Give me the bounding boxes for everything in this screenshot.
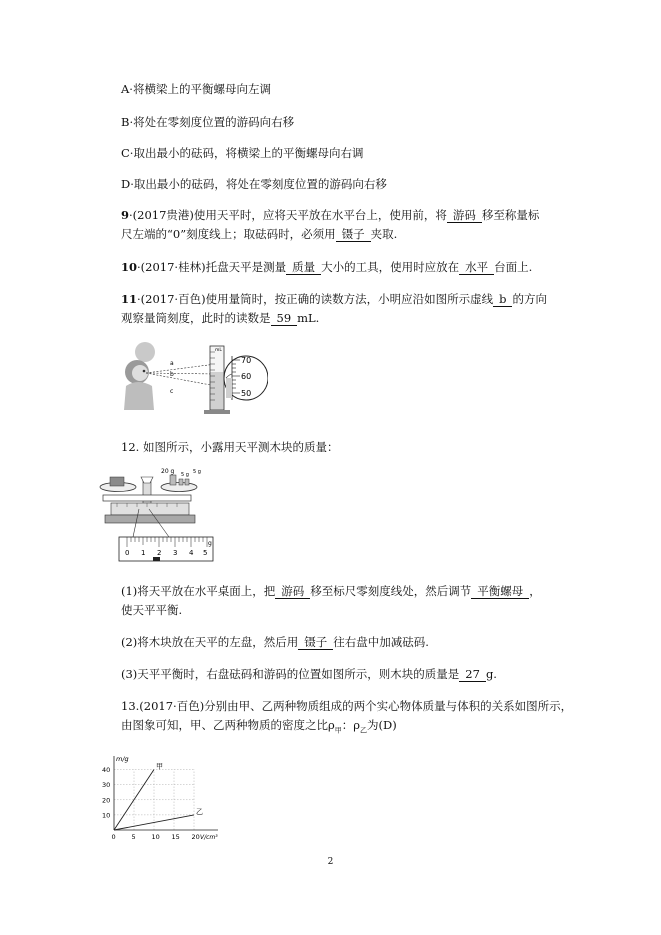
q12-part2-text-2: 往右盘中加减砝码. — [333, 635, 429, 649]
scale-tick-50: 50 — [241, 389, 252, 398]
q11-answer-2: 59 — [271, 312, 298, 326]
balance-figure — [97, 465, 222, 571]
scale-tick-2: 2 — [157, 549, 162, 557]
q12-part1-line1 — [121, 584, 541, 599]
y-tick-label: 30 — [102, 781, 111, 790]
q9-text-1: ·(2017贵港)使用天平时，应将天平放在水平台上，使用前，将 — [129, 208, 447, 222]
weight-label-20g: 20 g — [161, 468, 175, 475]
y-tick-label: 20 — [102, 796, 111, 805]
q13-text-3: 为(D) — [367, 718, 397, 732]
q12-part1-line2: 使天平平衡. — [121, 603, 183, 617]
q13-sub-jia: 甲 — [334, 726, 342, 735]
option-d: D·取出最小的砝码，将处在零刻度位置的游码向右移 — [121, 177, 387, 191]
option-a: A·将横梁上的平衡螺母向左调 — [121, 82, 271, 96]
q11-line1 — [121, 292, 547, 307]
student-figure — [124, 342, 155, 410]
q9-answer-2: 镊子 — [336, 228, 371, 242]
q13-line1: 13.(2017·百色)分别由甲、乙两种物质组成的两个实心物体质量与体积的关系如图所示， — [121, 699, 573, 713]
q12-part1-text-3: ， — [529, 584, 541, 598]
q12-part2 — [121, 635, 429, 650]
line-label-a: a — [170, 360, 174, 367]
scale-tick-4: 4 — [189, 549, 194, 557]
weight-label-5g-a: 5 g — [181, 472, 189, 478]
graduated-cylinder-figure — [120, 338, 268, 418]
scale-tick-70: 70 — [241, 356, 252, 365]
q11-text-3: 观察量筒刻度，此时的读数是 — [121, 311, 271, 325]
q12-part2-text-1: (2)将木块放在天平的左盘，然后用 — [121, 635, 299, 649]
scale-unit: g — [208, 540, 212, 547]
wood-block — [110, 477, 124, 486]
q10-answer-1: 质量 — [286, 261, 321, 275]
balance-icon — [100, 475, 197, 537]
q9-line2 — [121, 227, 397, 242]
x-tick-label: 15 — [171, 833, 180, 841]
page-number: 2 — [327, 857, 334, 867]
q12-part3-answer-1: 27 — [459, 668, 486, 682]
q10-answer-2: 水平 — [459, 261, 494, 275]
line-label-c: c — [170, 388, 174, 395]
q9-text-2: 移至称量标 — [481, 208, 540, 222]
chart-labels — [102, 755, 218, 841]
series-label: 甲 — [156, 762, 163, 771]
q12-part1-text-2: 移至标尺零刻度线处，然后调节 — [310, 584, 472, 598]
option-c: C·取出最小的砝码，将横梁上的平衡螺母向右调 — [121, 146, 364, 160]
q12-part2-answer-1: 镊子 — [298, 636, 333, 650]
scale-tick-1: 1 — [141, 549, 146, 557]
q11-number: 11 — [121, 292, 138, 306]
q12-part1-text-1: (1)将天平放在水平桌面上，把 — [121, 584, 276, 598]
line-label-b: b — [170, 371, 174, 378]
chart-grid — [114, 770, 194, 830]
magnified-scale — [224, 356, 268, 400]
q9-text-3: 尺左端的“0”刻度线上；取砝码时，必须用 — [121, 227, 336, 241]
y-tick-label: 10 — [102, 811, 111, 820]
q12-part1-answer-1: 游码 — [275, 585, 310, 599]
scale-tick-0: 0 — [125, 549, 130, 557]
q12-part1-answer-2: 平衡螺母 — [471, 585, 529, 599]
option-b: B·将处在零刻度位置的游码向右移 — [121, 115, 295, 129]
q9-line1 — [121, 208, 539, 223]
rider-marker — [153, 557, 160, 561]
cylinder-unit: mL — [215, 348, 222, 353]
q12-part3 — [121, 667, 497, 682]
series-label: 乙 — [196, 807, 203, 816]
x-tick-label: 20 — [191, 833, 200, 841]
y-axis-label: m/g — [116, 755, 129, 763]
chart-axes — [114, 756, 218, 830]
q10-text-3: 台面上. — [494, 260, 533, 274]
q11-answer-1: b — [493, 293, 512, 307]
q13-sub-yi: 乙 — [360, 726, 368, 735]
q10-text-2: 大小的工具，使用时应放在 — [321, 260, 460, 274]
q12-stem: 12. 如图所示，小露用天平测木块的质量： — [121, 440, 339, 454]
scale-tick-3: 3 — [173, 549, 178, 557]
q10-text-1: ·(2017·桂林)托盘天平是测量 — [137, 260, 287, 274]
q10-number: 10 — [121, 260, 138, 274]
x-axis-label: V/cm³ — [200, 834, 218, 841]
x-tick-label: 0 — [111, 833, 116, 841]
weight-label-5g-b: 5 g — [193, 469, 201, 475]
q9-answer-1: 游码 — [447, 209, 482, 223]
q10-line — [121, 260, 532, 275]
scale-tick-60: 60 — [241, 372, 252, 381]
q13-line2 — [121, 718, 397, 738]
rider-scale — [119, 537, 213, 561]
q9-number: 9 — [121, 208, 130, 222]
q13-text-1: 由图象可知，甲、乙两种物质的密度之比ρ — [121, 718, 335, 732]
q11-line2 — [121, 311, 319, 326]
q13-text-2: ：ρ — [341, 718, 361, 732]
q11-text-4: mL. — [297, 311, 320, 325]
q12-part3-text-1: (3)天平平衡时，右盘砝码和游码的位置如图所示，则木块的质量是 — [121, 667, 460, 681]
x-tick-label: 10 — [151, 833, 160, 841]
q12-part3-text-2: g. — [485, 667, 497, 681]
q9-text-4: 夹取. — [370, 227, 398, 241]
scale-tick-5: 5 — [203, 549, 208, 557]
y-tick-label: 40 — [102, 766, 111, 775]
x-tick-label: 5 — [131, 833, 136, 841]
q11-text-1: ·(2017·百色)使用量筒时，按正确的读数方法，小明应沿如图所示虚线 — [137, 292, 494, 306]
q11-text-2: 的方向 — [512, 292, 547, 306]
mass-volume-chart — [96, 752, 226, 844]
